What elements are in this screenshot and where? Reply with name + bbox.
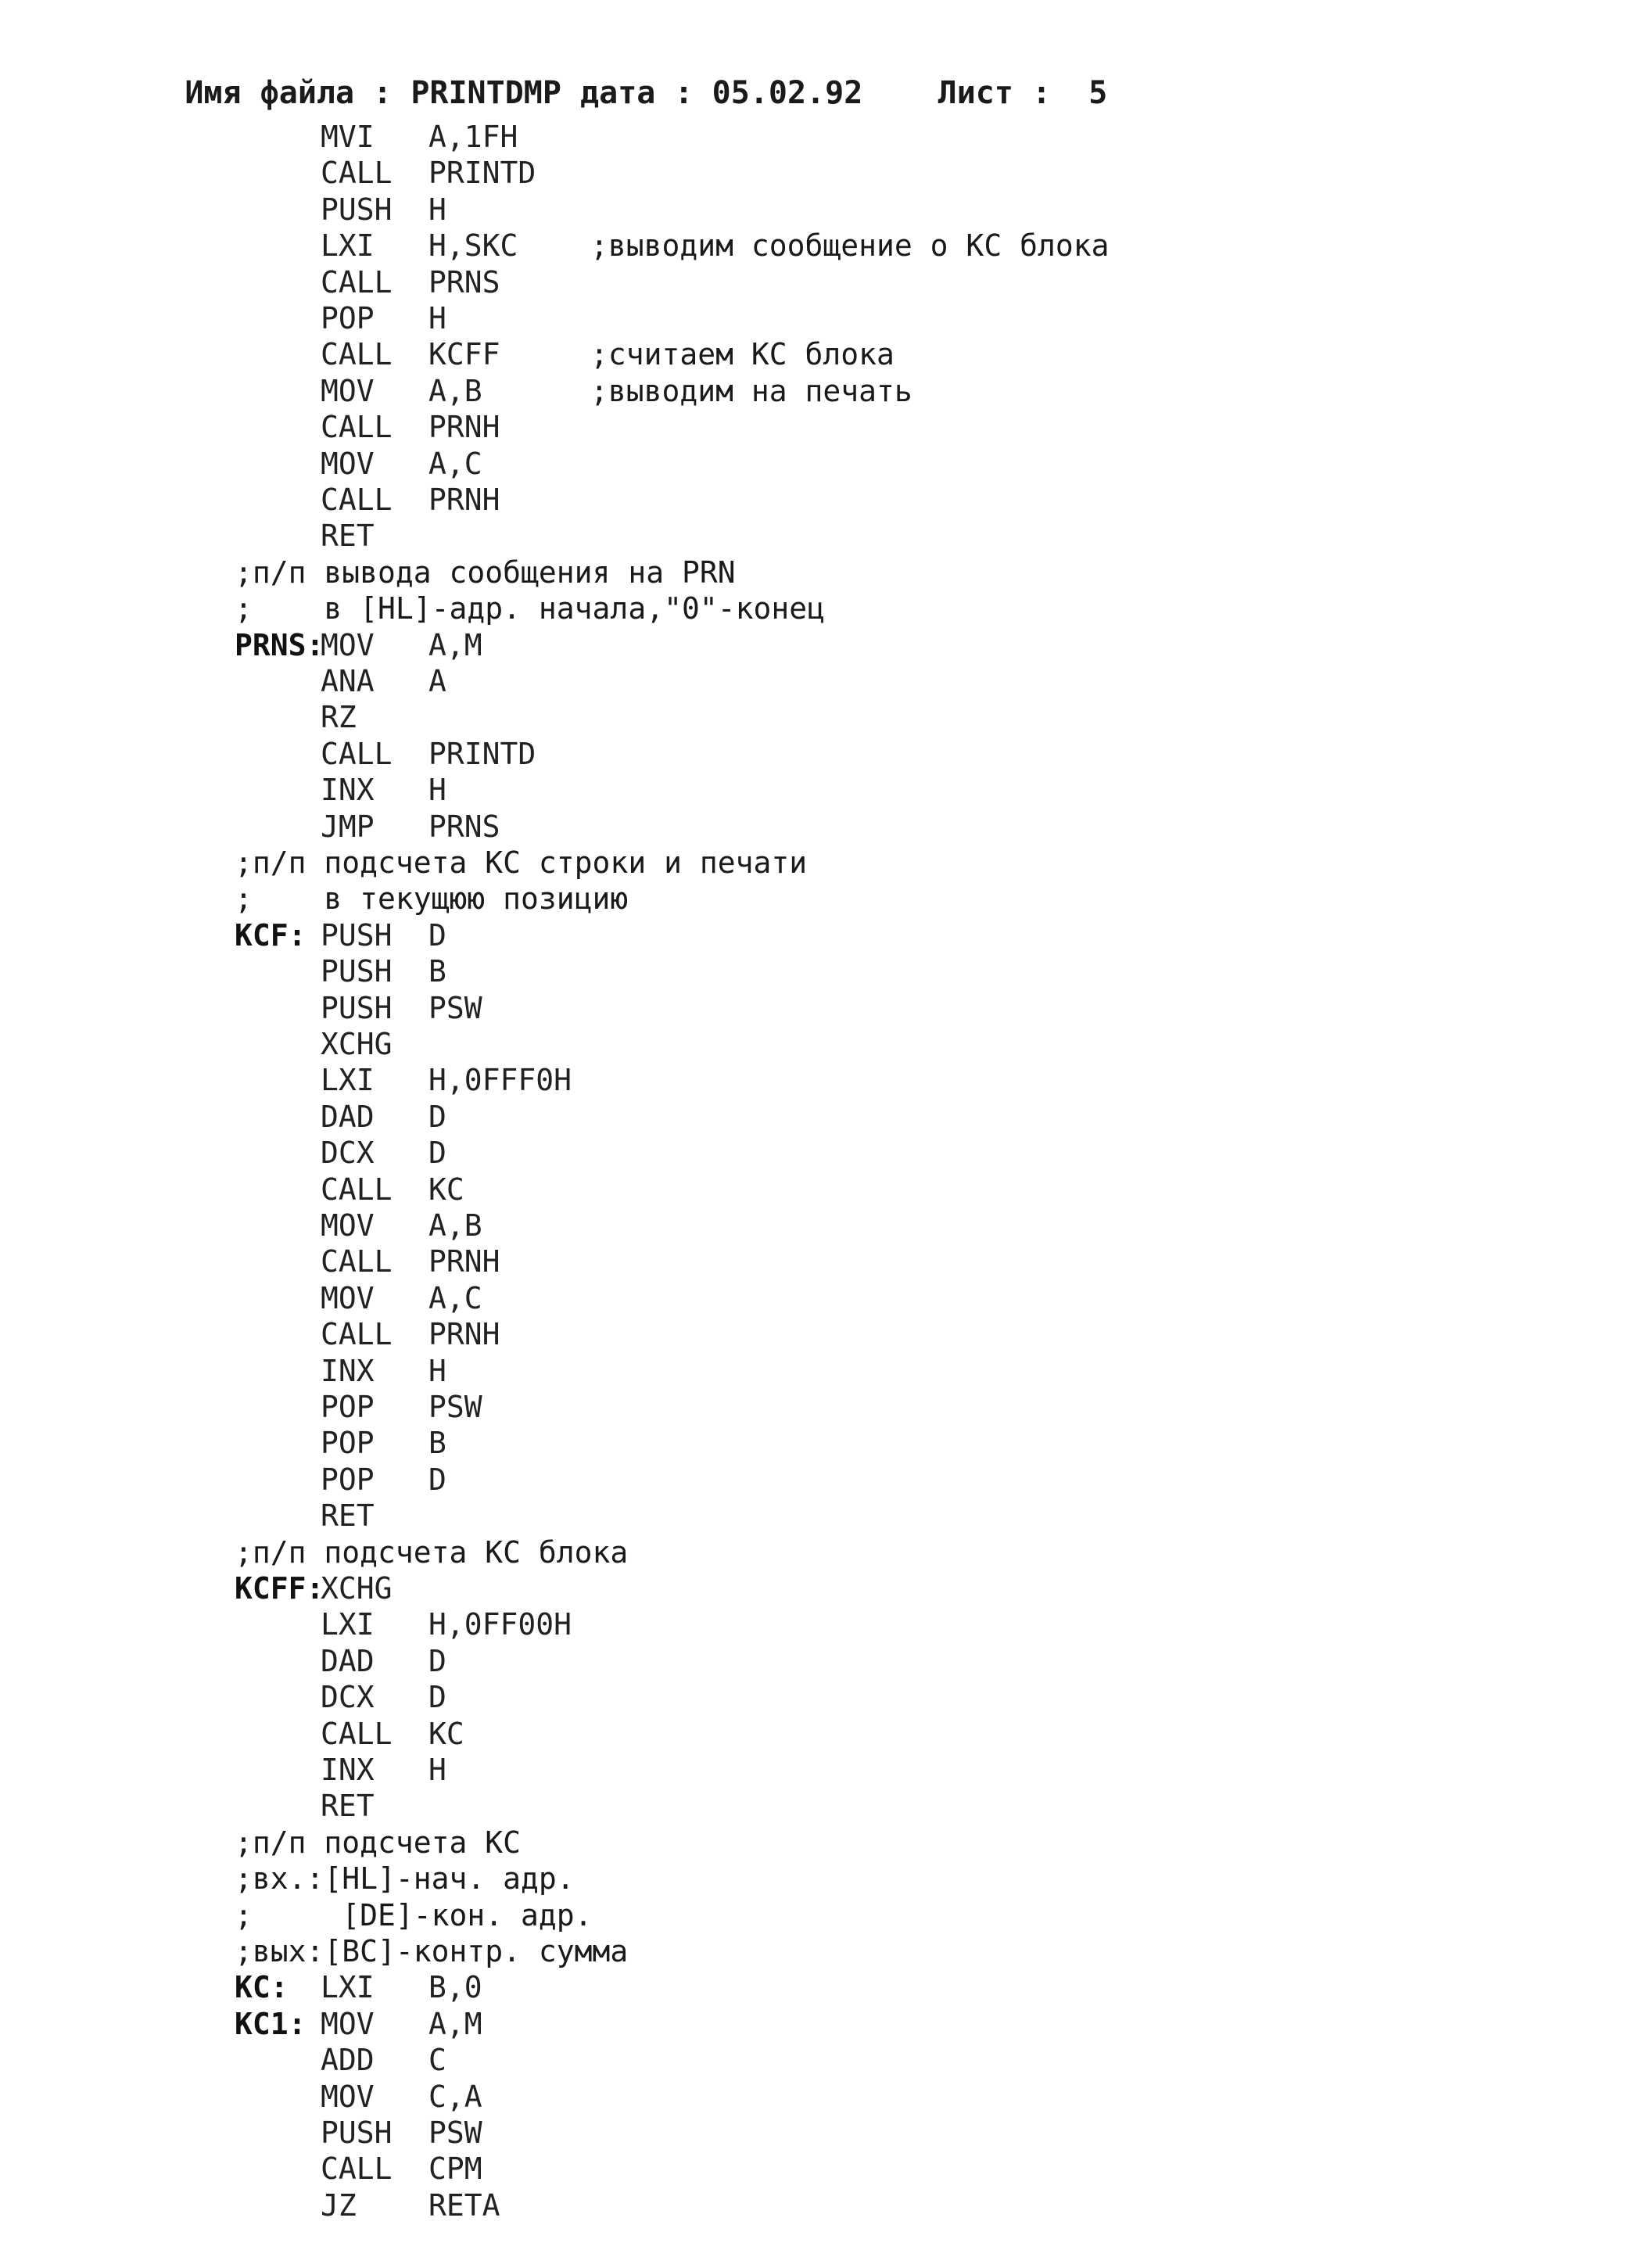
mnemonic: RET xyxy=(321,519,375,554)
mnemonic: DAD xyxy=(321,1643,375,1678)
operands: D xyxy=(428,1680,446,1715)
mnemonic: JZ xyxy=(321,2187,357,2223)
mnemonic: CALL xyxy=(321,736,393,771)
code-line xyxy=(0,2042,1564,2078)
operands: H xyxy=(428,773,446,808)
code-line xyxy=(0,1498,1564,1534)
comment-text: ;п/п вывода сообщения на PRN xyxy=(235,554,736,590)
mnemonic: XCHG xyxy=(321,1027,393,1061)
comment-line xyxy=(0,1897,1564,1933)
code-line xyxy=(0,1280,1564,1316)
comment-line xyxy=(0,1825,1564,1861)
operands: A,B xyxy=(428,373,482,408)
mnemonic: POP xyxy=(321,1426,375,1461)
code-line xyxy=(0,446,1564,482)
code-line xyxy=(0,1135,1564,1171)
operands: D xyxy=(428,1462,446,1497)
code-line xyxy=(0,1788,1564,1824)
filename: PRINTDMP xyxy=(410,75,561,111)
operands: PRNH xyxy=(428,1244,500,1279)
comment-line xyxy=(0,1534,1564,1570)
operands: PRNH xyxy=(428,483,500,517)
operands: A,1FH xyxy=(428,120,518,154)
mnemonic: LXI xyxy=(321,228,375,264)
mnemonic: POP xyxy=(321,301,375,336)
mnemonic: PUSH xyxy=(321,990,393,1025)
operands: B xyxy=(428,954,446,989)
operands: RETA xyxy=(428,2187,500,2223)
mnemonic: DCX xyxy=(321,1136,375,1171)
code-line xyxy=(0,772,1564,808)
code-label: KCF: xyxy=(235,917,307,953)
operands: H xyxy=(428,1353,446,1388)
code-line xyxy=(0,1389,1564,1425)
code-label: PRNS: xyxy=(235,627,324,662)
operands: PSW xyxy=(428,1390,482,1424)
code-line xyxy=(0,1316,1564,1352)
mnemonic: ANA xyxy=(321,664,375,698)
code-line xyxy=(0,1026,1564,1062)
mnemonic: PUSH xyxy=(321,192,393,227)
mnemonic: RET xyxy=(321,1498,375,1534)
comment-line xyxy=(0,554,1564,590)
comment-line xyxy=(0,881,1564,917)
mnemonic: PUSH xyxy=(321,954,393,989)
code-line xyxy=(0,155,1564,191)
inline-comment: ;считаем КС блока xyxy=(590,337,894,372)
mnemonic: MOV xyxy=(321,373,375,408)
operands: H,0FF00H xyxy=(428,1607,572,1642)
code-line xyxy=(0,1643,1564,1679)
mnemonic: POP xyxy=(321,1462,375,1497)
operands: CPM xyxy=(428,2151,482,2187)
mnemonic: CALL xyxy=(321,410,393,445)
code-line xyxy=(0,1243,1564,1279)
operands: B,0 xyxy=(428,1970,482,2005)
code-line xyxy=(0,2151,1564,2187)
code-line xyxy=(0,192,1564,228)
comment-text: ;п/п подсчета КС строки и печати xyxy=(235,845,808,880)
code-line xyxy=(0,1425,1564,1461)
code-line xyxy=(0,1679,1564,1715)
filename-label: Имя файла : xyxy=(185,75,411,111)
comment-line xyxy=(0,1861,1564,1897)
comment-text: ;вх.:[HL]-нач. адр. xyxy=(235,1861,575,1897)
comment-text: ;п/п подсчета КС блока xyxy=(235,1534,629,1570)
mnemonic: CALL xyxy=(321,1172,393,1207)
code-line xyxy=(0,1969,1564,2005)
operands: C,A xyxy=(428,2079,482,2114)
code-line xyxy=(0,336,1564,372)
code-line xyxy=(0,1172,1564,1208)
operands: D xyxy=(428,917,446,953)
mnemonic: RET xyxy=(321,1789,375,1824)
mnemonic: MOV xyxy=(321,1208,375,1243)
code-line xyxy=(0,2115,1564,2151)
operands: PSW xyxy=(428,2115,482,2150)
code-line xyxy=(0,409,1564,445)
mnemonic: CALL xyxy=(321,264,393,300)
comment-text: ;п/п подсчета КС xyxy=(235,1825,522,1860)
code-line xyxy=(0,1462,1564,1498)
mnemonic: LXI xyxy=(321,1970,375,2005)
comment-text: ; [DE]-кон. адр. xyxy=(235,1897,593,1932)
operands: H,0FFF0H xyxy=(428,1063,572,1098)
code-line xyxy=(0,736,1564,772)
code-line xyxy=(0,917,1564,953)
code-label: KC: xyxy=(235,1970,289,2005)
mnemonic: RZ xyxy=(321,700,357,735)
code-line xyxy=(0,518,1564,554)
mnemonic: MOV xyxy=(321,1280,375,1315)
operands: D xyxy=(428,1099,446,1134)
mnemonic: CALL xyxy=(321,2151,393,2187)
comment-text: ; в текущюю позицию xyxy=(235,881,629,917)
operands: PSW xyxy=(428,990,482,1025)
code-line xyxy=(0,300,1564,336)
mnemonic: XCHG xyxy=(321,1571,393,1606)
code-line xyxy=(0,953,1564,989)
inline-comment: ;выводим на печать xyxy=(590,373,912,408)
code-line xyxy=(0,482,1564,518)
operands: A xyxy=(428,664,446,698)
operands: H xyxy=(428,1753,446,1787)
mnemonic: MVI xyxy=(321,120,375,154)
mnemonic: LXI xyxy=(321,1063,375,1098)
code-line xyxy=(0,1716,1564,1752)
code-line xyxy=(0,663,1564,699)
operands: PRNS xyxy=(428,264,500,300)
mnemonic: CALL xyxy=(321,1716,393,1751)
code-line xyxy=(0,2079,1564,2115)
code-line xyxy=(0,119,1564,155)
operands: PRNS xyxy=(428,809,500,844)
code-line xyxy=(0,264,1564,300)
mnemonic: CALL xyxy=(321,337,393,372)
operands: A,C xyxy=(428,1280,482,1315)
mnemonic: PUSH xyxy=(321,2115,393,2150)
mnemonic: DCX xyxy=(321,1680,375,1715)
operands: PRINTD xyxy=(428,736,536,771)
mnemonic: JMP xyxy=(321,809,375,844)
code-line xyxy=(0,1099,1564,1135)
operands: A,C xyxy=(428,446,482,481)
mnemonic: MOV xyxy=(321,446,375,481)
date-label: дата : xyxy=(561,75,712,111)
code-line xyxy=(0,373,1564,409)
mnemonic: CALL xyxy=(321,156,393,191)
comment-text: ; в [HL]-адр. начала,"0"-конец xyxy=(235,591,825,626)
mnemonic: CALL xyxy=(321,1244,393,1279)
code-label: KC1: xyxy=(235,2006,307,2041)
comment-text: ;вых:[BC]-контр. сумма xyxy=(235,1934,629,1968)
mnemonic: PUSH xyxy=(321,917,393,953)
code-line xyxy=(0,228,1564,264)
operands: A,M xyxy=(428,627,482,662)
comment-line xyxy=(0,590,1564,626)
code-line xyxy=(0,1752,1564,1788)
mnemonic: INX xyxy=(321,1353,375,1388)
mnemonic: INX xyxy=(321,773,375,808)
operands: D xyxy=(428,1643,446,1678)
code-line xyxy=(0,627,1564,663)
mnemonic: CALL xyxy=(321,1317,393,1352)
operands: H xyxy=(428,301,446,336)
operands: KCFF xyxy=(428,337,500,372)
code-line xyxy=(0,809,1564,845)
mnemonic: CALL xyxy=(321,483,393,517)
code-line xyxy=(0,1062,1564,1098)
mnemonic: POP xyxy=(321,1390,375,1424)
operands: KC xyxy=(428,1716,464,1751)
mnemonic: MOV xyxy=(321,2006,375,2041)
mnemonic: DAD xyxy=(321,1099,375,1134)
operands: PRNH xyxy=(428,410,500,445)
operands: H,SKC xyxy=(428,228,518,264)
comment-line xyxy=(0,845,1564,881)
operands: H xyxy=(428,192,446,227)
code-line xyxy=(0,1353,1564,1389)
sheet-number: 5 xyxy=(1088,75,1108,111)
mnemonic: LXI xyxy=(321,1607,375,1642)
code-line xyxy=(0,1208,1564,1243)
comment-line xyxy=(0,1933,1564,1969)
mnemonic: INX xyxy=(321,1753,375,1787)
operands: C xyxy=(428,2043,446,2078)
code-line xyxy=(0,1606,1564,1642)
operands: A,M xyxy=(428,2006,482,2041)
code-line xyxy=(0,2006,1564,2042)
operands: A,B xyxy=(428,1208,482,1243)
mnemonic: MOV xyxy=(321,627,375,662)
date: 05.02.92 xyxy=(712,75,863,111)
mnemonic: MOV xyxy=(321,2079,375,2114)
operands: PRNH xyxy=(428,1317,500,1352)
inline-comment: ;выводим сообщение о КС блока xyxy=(590,228,1110,264)
operands: B xyxy=(428,1426,446,1461)
code-line xyxy=(0,1570,1564,1606)
code-line xyxy=(0,2187,1564,2223)
operands: D xyxy=(428,1136,446,1171)
code-line xyxy=(0,699,1564,735)
code-line xyxy=(0,990,1564,1026)
sheet-label: Лист : xyxy=(862,75,1089,111)
code-label: KCFF: xyxy=(235,1571,324,1606)
mnemonic: ADD xyxy=(321,2043,375,2078)
operands: KC xyxy=(428,1172,464,1207)
operands: PRINTD xyxy=(428,156,536,191)
